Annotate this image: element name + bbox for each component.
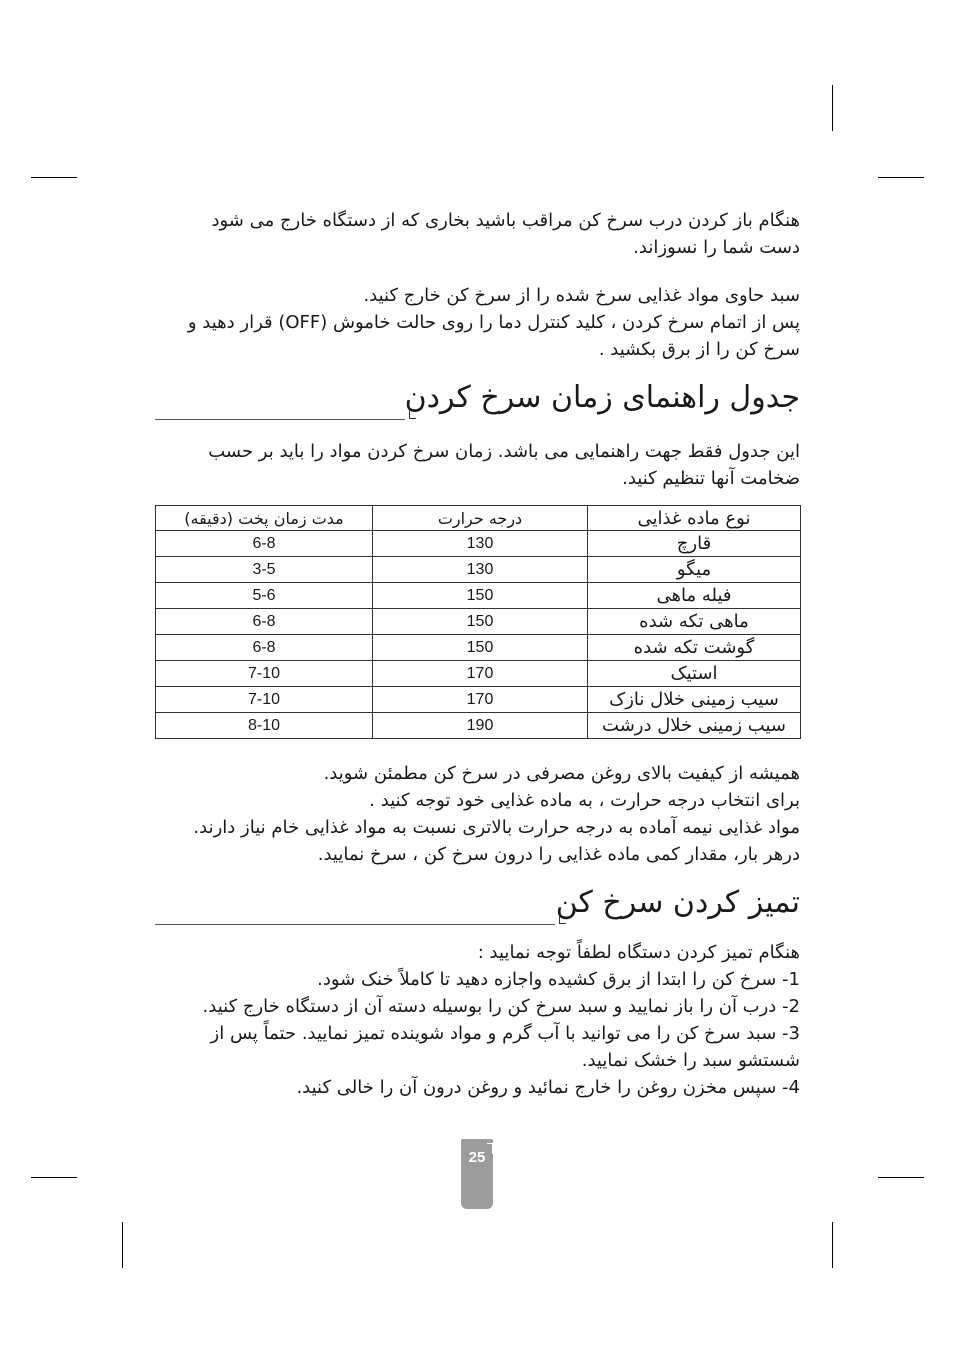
page-corner-mark xyxy=(487,1143,493,1154)
cell-food: سیب زمینی خلال نازک xyxy=(588,687,801,713)
heading-rule xyxy=(155,924,555,925)
cleaning-step: 1- سرخ کن را ابتدا از برق کشیده واجازه دهید تا کاملاً خنک شود. xyxy=(317,969,800,990)
tips-paragraph xyxy=(155,760,800,868)
cleaning-section-heading xyxy=(155,883,800,933)
guide-intro-line: این جدول فقط جهت راهنمایی می باشد. زمان سرخ کردن مواد را باید بر حسب xyxy=(208,441,800,462)
table-header-row xyxy=(156,506,801,531)
cell-time: 3-5 xyxy=(156,557,373,583)
cell-time: 7-10 xyxy=(156,661,373,687)
cleaning-step: 3- سبد سرخ کن را می توانید با آب گرم و مواد شوینده تمیز نمایید. حتماً پس از xyxy=(210,1023,800,1044)
warning-paragraph xyxy=(155,207,800,261)
table-row xyxy=(156,687,801,713)
cell-temp: 190 xyxy=(373,713,588,739)
cell-temp: 150 xyxy=(373,635,588,661)
instructions-paragraph xyxy=(155,282,800,363)
cleaning-line: هنگام تمیز کردن دستگاه لطفاً توجه نمایید : xyxy=(477,942,800,963)
crop-mark-top-right-vertical xyxy=(832,85,833,131)
guide-intro-line: ضخامت آنها تنظیم کنید. xyxy=(622,468,800,489)
cell-temp: 130 xyxy=(373,531,588,557)
guide-heading-title: جدول راهنمای زمان سرخ کردن xyxy=(404,380,800,415)
cell-time: 7-10 xyxy=(156,687,373,713)
cell-food: استیک xyxy=(588,661,801,687)
cleaning-step: 4- سپس مخزن روغن را خارج نمائید و روغن درون آن را خالی کنید. xyxy=(296,1077,800,1098)
instruction-line: سبد حاوی مواد غذایی سرخ شده را از سرخ کن خارج کنید. xyxy=(363,285,800,306)
crop-mark-top-right xyxy=(878,177,924,178)
cell-time: 6-8 xyxy=(156,635,373,661)
frying-guide-table xyxy=(155,505,801,739)
cell-time: 8-10 xyxy=(156,713,373,739)
cleaning-step: 2- درب آن را باز نمایید و سبد سرخ کن را بوسیله دسته آن از دستگاه خارج کنید. xyxy=(202,996,800,1017)
cell-time: 5-6 xyxy=(156,583,373,609)
cell-time: 6-8 xyxy=(156,531,373,557)
tip-line: همیشه از کیفیت بالای روغن مصرفی در سرخ کن مطمئن شوید. xyxy=(323,763,800,784)
table-row xyxy=(156,583,801,609)
page-number: 25 xyxy=(468,1149,486,1166)
cell-food: میگو xyxy=(588,557,801,583)
cell-food: فیله ماهی xyxy=(588,583,801,609)
header-temperature: درجه حرارت xyxy=(373,506,588,531)
header-cooking-time: مدت زمان پخت (دقیقه) xyxy=(156,506,373,531)
cell-temp: 130 xyxy=(373,557,588,583)
cell-time: 6-8 xyxy=(156,609,373,635)
table-row xyxy=(156,661,801,687)
cleaning-steps xyxy=(155,939,800,1101)
cell-food: ماهی تکه شده xyxy=(588,609,801,635)
tip-line: درهر بار، مقدار کمی ماده غذایی را درون سرخ کن ، سرخ نمایید. xyxy=(317,844,800,865)
tip-line: مواد غذایی نیمه آماده به درجه حرارت بالاتری نسبت به مواد غذایی خام نیاز دارند. xyxy=(193,817,800,838)
table-row xyxy=(156,609,801,635)
page-number-tab xyxy=(461,1139,493,1209)
cell-temp: 170 xyxy=(373,687,588,713)
cell-food: سیب زمینی خلال درشت xyxy=(588,713,801,739)
cleaning-heading-title: تمیز کردن سرخ کن xyxy=(555,885,800,920)
cell-temp: 150 xyxy=(373,609,588,635)
crop-mark-bottom-right xyxy=(878,1177,924,1178)
cell-temp: 170 xyxy=(373,661,588,687)
tip-line: برای انتخاب درجه حرارت ، به ماده غذایی خود توجه کنید . xyxy=(369,790,800,811)
crop-mark-top-left xyxy=(31,177,77,178)
table-row xyxy=(156,713,801,739)
instruction-line: سرخ کن را از برق بکشید . xyxy=(598,339,800,360)
guide-intro-paragraph xyxy=(155,438,800,492)
crop-mark-bottom-right-vertical xyxy=(832,1222,833,1268)
cell-temp: 150 xyxy=(373,583,588,609)
cell-food: قارچ xyxy=(588,531,801,557)
table-row xyxy=(156,635,801,661)
warning-line: هنگام باز کردن درب سرخ کن مراقب باشید بخاری که از دستگاه خارج می شود xyxy=(211,210,800,231)
cleaning-step-continuation: شستشو سبد را خشک نمایید. xyxy=(581,1050,800,1071)
header-food-type: نوع ماده غذایی xyxy=(588,506,801,531)
guide-section-heading xyxy=(155,378,800,428)
heading-rule xyxy=(155,419,405,420)
instruction-line: پس از اتمام سرخ کردن ، کلید کنترل دما را روی حالت خاموش (OFF) قرار دهید و xyxy=(187,312,800,333)
warning-line: دست شما را نسوزاند. xyxy=(633,237,800,258)
table-row xyxy=(156,531,801,557)
crop-mark-bottom-left-vertical xyxy=(122,1222,123,1268)
cell-food: گوشت تکه شده xyxy=(588,635,801,661)
crop-mark-bottom-left xyxy=(31,1177,77,1178)
heading-corner-mark xyxy=(409,410,416,419)
heading-corner-mark xyxy=(559,915,566,924)
table-row xyxy=(156,557,801,583)
